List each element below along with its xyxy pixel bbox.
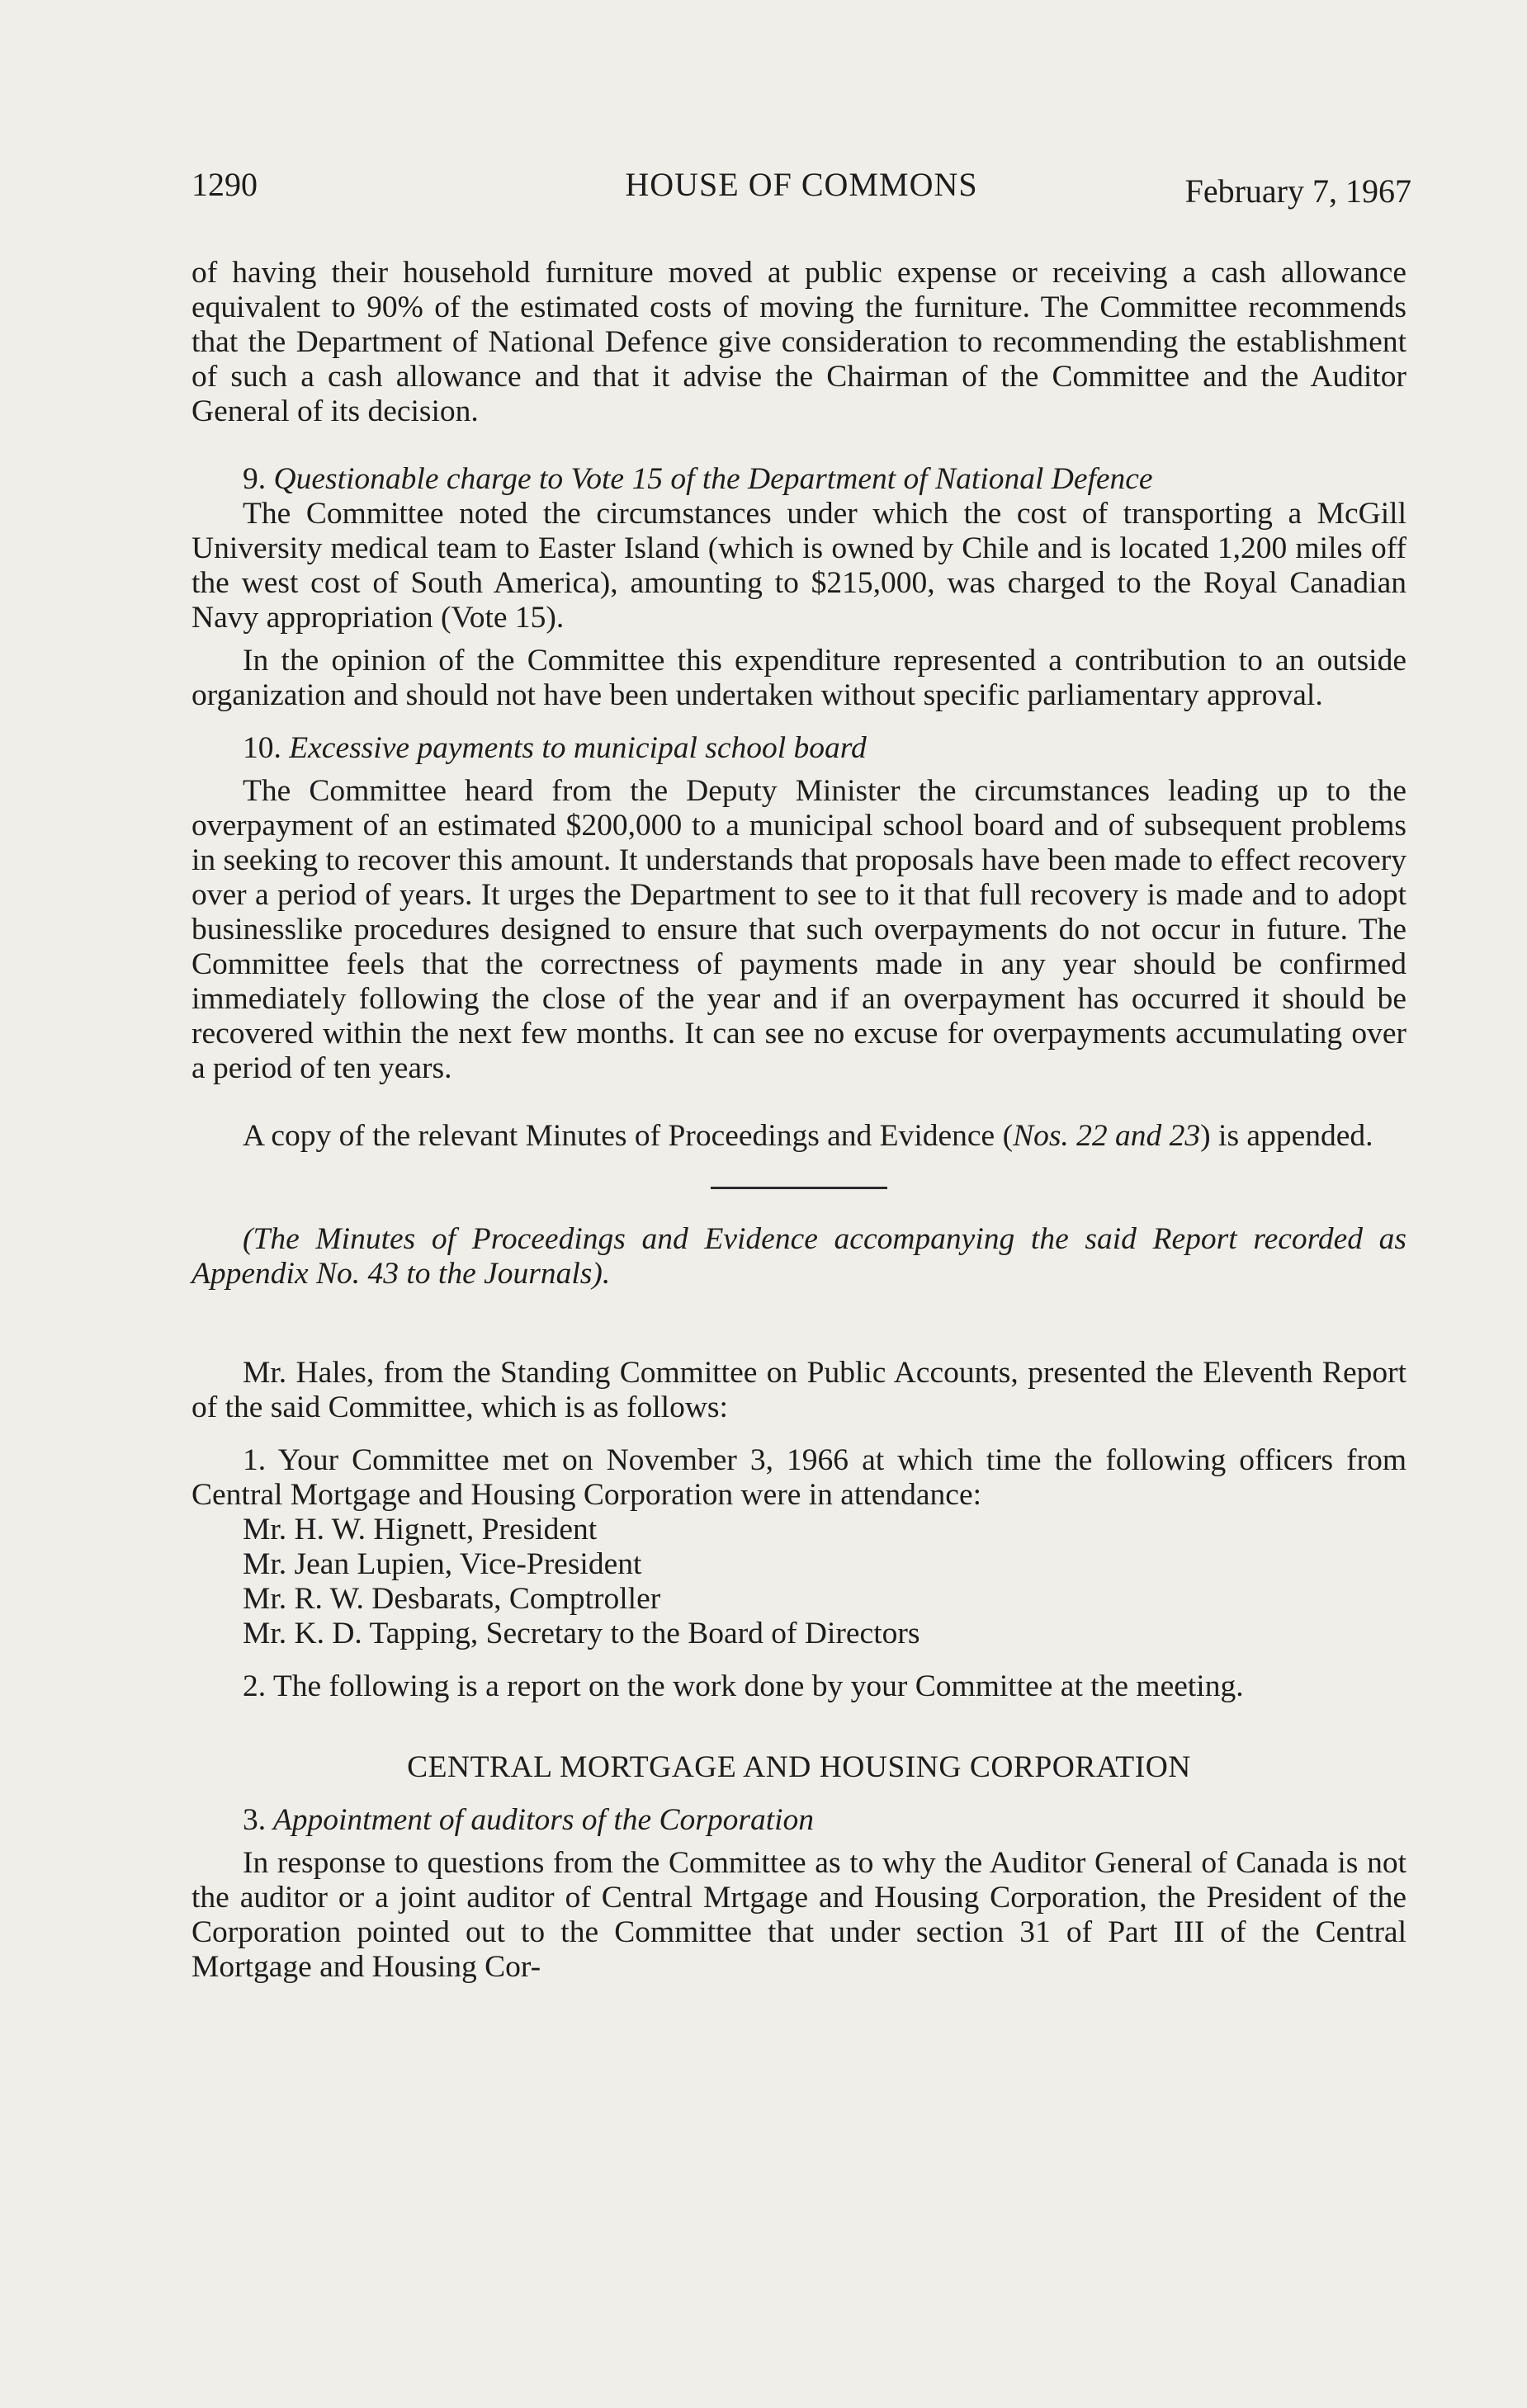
section-9-title: Questionable charge to Vote 15 of the Department of National Defence — [273, 462, 1153, 496]
section-3-heading — [243, 1803, 1406, 1838]
page-number: 1290 — [191, 166, 258, 203]
running-title: HOUSE OF COMMONS — [625, 166, 978, 203]
appended-copy-text-b: ) is appended. — [1200, 1119, 1373, 1153]
appended-copy-text-a: A copy of the relevant Minutes of Proceedings and Evidence ( — [243, 1119, 1014, 1153]
appended-copy-ref: Nos. 22 and 23 — [1013, 1119, 1201, 1153]
corporation-heading: CENTRAL MORTGAGE AND HOUSING CORPORATION — [407, 1750, 1191, 1784]
section-3-paragraph: In response to questions from the Committee as to why the Auditor General of Canada is not the auditor or a joint auditor of Central Mrtgage and Housing Corporation, the President of the Corporation pointed out to the Committee that under section 31 of Part III of the Central Mortgage and Housing Cor- — [191, 1846, 1406, 1984]
section-9-heading — [243, 462, 1406, 497]
hales-paragraph: Mr. Hales, from the Standing Committee on Public Accounts, presented the Eleventh Report of the said Committee, which is as follows: — [191, 1356, 1406, 1424]
appended-copy-note — [191, 1119, 1406, 1154]
section-3-title: Appointment of auditors of the Corporation — [272, 1803, 815, 1837]
section-10-heading — [243, 731, 1406, 766]
section-9-number: 9. — [243, 462, 267, 496]
officer-entry: Mr. H. W. Hignett, President — [243, 1513, 598, 1546]
section-3-number: 3. — [243, 1803, 267, 1837]
section-9-paragraph-2: In the opinion of the Committee this expenditure represented a contribution to an outside organization and should not have been undertaken without specific parliamentary approval. — [191, 644, 1406, 712]
section-divider — [711, 1187, 887, 1189]
officer-entry: Mr. R. W. Desbarats, Comptroller — [243, 1582, 661, 1616]
continued-paragraph: of having their household furniture moved at public expense or receiving a cash allowance equivalent to 90% of the estimated costs of moving the furniture. The Committee recommends that the Department of National Defence give consideration to recommending the establishment of such a cash allowance and that it advise the Chairman of the Committee and the Auditor General of its decision. — [191, 256, 1406, 428]
section-10-paragraph: The Committee heard from the Deputy Minister the circumstances leading up to the overpayment of an estimated $200,000 to a municipal school board and of subsequent problems in seeking to recover this amount. It understands that proposals have been made to effect recovery over a period of years. It urges the Department to see to it that full recovery is made and to adopt businesslike procedures designed to ensure that such overpayments do not occur in future. The Committee feels that the correctness of payments made in any year should be confirmed immediately following the close of the year and if an overpayment has occurred it should be recovered within the next few months. It can see no excuse for overpayments accumulating over a period of ten years. — [191, 774, 1406, 1085]
section-10-number: 10. — [243, 731, 281, 765]
page-header — [191, 165, 1411, 215]
header-date: February 7, 1967 — [1184, 172, 1411, 210]
section-9-paragraph-1: The Committee noted the circumstances under which the cost of transporting a McGill University medical team to Easter Island (which is owned by Chile and is located 1,200 miles off the west cost of South America), amounting to $215,000, was charged to the Royal Canadian Navy appropriation (Vote 15). — [191, 497, 1406, 635]
minutes-note: (The Minutes of Proceedings and Evidence accompanying the said Report recorded as Appendix No. 43 to the Journals). — [191, 1222, 1406, 1291]
item-1-paragraph: 1. Your Committee met on November 3, 1966 at which time the following officers from Central Mortgage and Housing Corporation were in attendance: — [191, 1443, 1406, 1512]
officer-entry: Mr. Jean Lupien, Vice-President — [243, 1547, 642, 1581]
item-2-paragraph: 2. The following is a report on the work done by your Committee at the meeting. — [243, 1669, 1244, 1703]
section-10-title: Excessive payments to municipal school board — [289, 731, 867, 765]
officer-entry: Mr. K. D. Tapping, Secretary to the Board of Directors — [243, 1617, 920, 1650]
page-body — [191, 256, 1406, 1985]
officers-list — [191, 1513, 1406, 1651]
